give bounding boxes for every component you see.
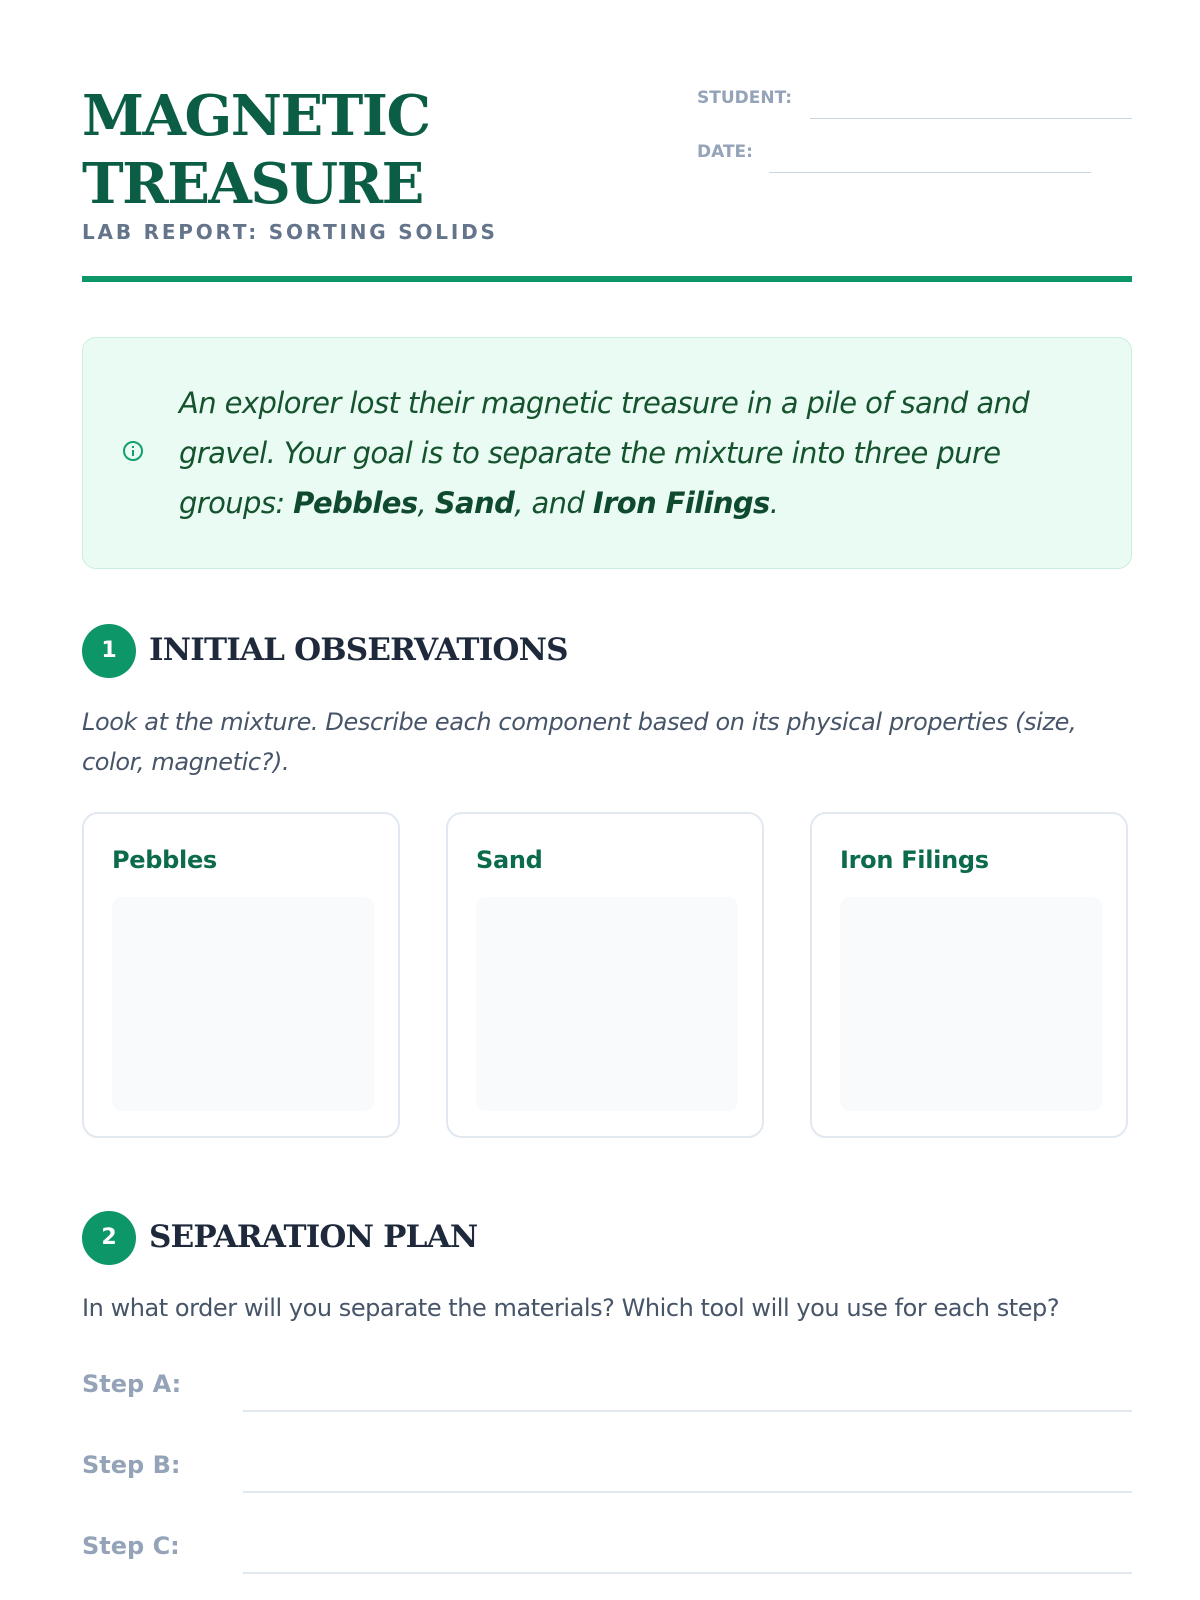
page-title <box>82 82 430 218</box>
step-a-row <box>82 1370 1132 1420</box>
plan-instructions: In what order will you separate the materials? Which tool will you use for each step? <box>82 1294 1060 1322</box>
iron-filings-answer-area[interactable] <box>840 897 1102 1111</box>
worksheet-page <box>82 0 1132 1600</box>
student-row <box>697 88 1132 142</box>
step-c-row <box>82 1532 1132 1582</box>
student-info <box>697 88 1132 196</box>
intro-sand: Sand <box>434 486 515 520</box>
step-label: Step A: <box>82 1370 182 1398</box>
intro-pebbles: Pebbles <box>293 486 418 520</box>
intro-sep-1: , <box>417 486 435 520</box>
intro-text <box>179 378 1079 528</box>
sand-answer-area[interactable] <box>476 897 738 1111</box>
intro-callout <box>82 337 1132 569</box>
student-label: STUDENT: <box>697 88 793 108</box>
date-row <box>697 142 1132 196</box>
section-number-badge: 1 <box>82 624 136 678</box>
date-field[interactable] <box>769 172 1091 173</box>
intro-iron-filings: Iron Filings <box>592 486 770 520</box>
step-label: Step B: <box>82 1451 181 1479</box>
step-b-row <box>82 1451 1132 1501</box>
section-number-badge: 2 <box>82 1211 136 1265</box>
section-title: SEPARATION PLAN <box>149 1219 478 1255</box>
page-subtitle: LAB REPORT: SORTING SOLIDS <box>82 220 498 244</box>
step-c-answer-line[interactable] <box>243 1572 1132 1574</box>
pebbles-answer-area[interactable] <box>112 897 374 1111</box>
info-icon <box>123 441 143 461</box>
step-a-answer-line[interactable] <box>243 1410 1132 1412</box>
student-name-field[interactable] <box>810 118 1132 119</box>
observation-cards <box>82 812 1132 1140</box>
card-title: Sand <box>476 846 543 874</box>
step-label: Step C: <box>82 1532 180 1560</box>
observation-card-pebbles <box>82 812 400 1138</box>
title-line-2: TREASURE <box>82 151 423 217</box>
intro-end: . <box>769 486 779 520</box>
section-title: INITIAL OBSERVATIONS <box>149 632 568 668</box>
card-title: Pebbles <box>112 846 217 874</box>
observation-card-sand <box>446 812 764 1138</box>
intro-sep-2: , and <box>514 486 593 520</box>
intro-text-body: An explorer lost their magnetic treasure in a pile of sand and gravel. Your goal is to separate the mixture into three pure groups: <box>179 386 1030 520</box>
card-title: Iron Filings <box>840 846 989 874</box>
step-b-answer-line[interactable] <box>243 1491 1132 1493</box>
header-divider <box>82 276 1132 282</box>
date-label: DATE: <box>697 142 753 162</box>
observation-card-iron-filings <box>810 812 1128 1138</box>
observations-instructions: Look at the mixture. Describe each component based on its physical properties (size, color, magnetic?). <box>82 708 1077 776</box>
title-line-1: MAGNETIC <box>82 83 430 149</box>
